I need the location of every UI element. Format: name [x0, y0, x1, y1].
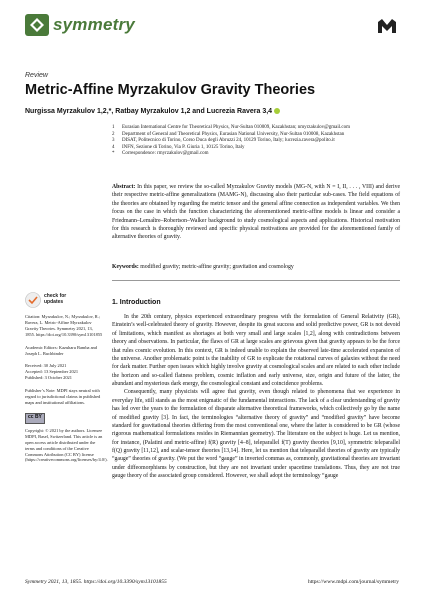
cc-license-badge[interactable] — [25, 413, 103, 424]
footer-citation[interactable]: Symmetry 2021, 13, 1855. https://doi.org/10.3390/sym13101855 — [25, 579, 167, 585]
check-for-updates-badge[interactable] — [25, 292, 103, 308]
academic-editors: Academic Editors: Kazuharu Bamba and Joseph L. Buchbinder — [25, 344, 97, 356]
keywords-label: Keywords: — [112, 264, 139, 270]
affiliation-item: * Correspondence: rmyrzakulov@gmail.com — [112, 151, 209, 157]
sidebar — [25, 292, 108, 463]
page-footer — [25, 579, 399, 585]
authors-text: Nurgissa Myrzakulov 1,2,*, Ratbay Myrzakulov 1,2 and Lucrezia Ravera 3,4 — [25, 108, 273, 115]
check-line1: check for — [44, 293, 67, 300]
accepted-date: Accepted: 13 September 2021 — [25, 369, 79, 375]
author-list — [25, 108, 280, 115]
affiliation-item: 3 DISAT, Politecnico di Torino, Corso Duca degli Abruzzi 24, 10129 Torino, Italy; lucrezia.ravera@polito.it — [112, 138, 335, 144]
affiliations — [112, 125, 402, 158]
article-type: Review — [25, 72, 48, 79]
citation: Citation: Myrzakulov, N.; Myrzakulov, R.; Ravera, L. Metric-Affine Myrzakulov Gravity Theories. Symmetry 2021, 13, 1855. https://doi.org/10.3390/sym13101855 — [25, 314, 103, 337]
journal-header — [25, 14, 399, 38]
abstract-text: In this paper, we review the so-called Myrzakulov Gravity models (MG-N, with N = I, II, . . . , VIII) and derive their respective metric-affine generalizations (MAMG-N), discussing also their particular sub-cases. The field equations of the theories are obtained by regarding the metric tensor and the general affine connection as independent variables. We then focus on the case in which the function characterizing the aforementioned metric-affine models is linear and consider a Friedmann–Lemaître–Robertson–Walker background to study cosmological aspects and applications. Historical motivation for this research is thoroughly reviewed and specific physical motivations are provided for the aforementioned family of alternative theories of gravity. — [112, 184, 401, 241]
cc-icon: cc BY — [25, 413, 45, 424]
copyright-notice: Copyright: © 2021 by the authors. Licensee MDPI, Basel, Switzerland. This article is an open access article distributed under the terms and conditions of the Creative Commons Attribution (CC BY) license (https://creativecommons.org/licenses/by/4.0/). — [25, 427, 108, 463]
mdpi-logo-icon — [375, 17, 399, 35]
affiliation-item: 2 Department of General and Theoretical Physics, Eurasian National University, Nur-Sultan 010008, Kazakhstan — [112, 131, 345, 137]
body-text — [112, 313, 400, 481]
paper-title: Metric-Affine Myrzakulov Gravity Theories — [25, 82, 316, 98]
received-date: Received: 30 July 2021 — [25, 363, 67, 369]
paragraph: Consequently, many physicists will agree that gravity, even though related to phenomena that we experience in everyday life, still stands as the most enigmatic of the fundamental interactions. The lack of a clear understanding of gravity has led over the years to the formulation of disparate alternative theoretical frameworks, which collectively go by the name of modified gravity [3]. In fact, the terminologies “alternative theory of gravity” and “modified gravity” have become standard for gravitational theories differing from the most conventional one, where the latter is considered to be GR (whose rigorous mathematical formulations resides in Riemannian geometry). The literature on the subject is huge. Let us mention, for instance, (Palatini and metric-affine) f(R) gravity [4–8], teleparallel f(T) gravity theories [9,10], symmetric teleparallel f(Q) gravity [11,12], and scalar-tensor theories [13,14]. Here, let us mention that teleparallel theories of gravity are typically “gauge” theories of gravity. (We put the word “gauge” in inverted commas as, commonly, gravitational theories are invariant under diffeomorphisms by construction, but they are not invariant under spacetime translations. Thus, they are not true gauge theory of the associated group considered. However, we shall adopt the terminology “gauge — [112, 389, 400, 480]
keywords-text: modified gravity; metric-affine gravity; gravitation and cosmology — [140, 264, 294, 270]
check-updates-icon — [25, 292, 41, 308]
published-date: Published: 3 October 2021 — [25, 375, 72, 381]
abstract — [112, 183, 400, 242]
journal-logo-icon — [25, 14, 49, 36]
keywords — [112, 264, 400, 270]
abstract-label: Abstract: — [112, 184, 136, 190]
affiliation-item: 1 Eurasian International Centre for Theoretical Physics, Nur-Sultan 010009, Kazakhstan; nmyrzakulov@gmail.com — [112, 125, 350, 130]
orcid-icon[interactable] — [274, 108, 280, 114]
paragraph: In the 20th century, physics experienced extraordinary progress with the formulation of General Relativity (GR), Einstein’s well-celebrated theory of gravity. However, despite its great success and solid predictive power, GR is not devoid of limitations, which manifest as shortages at both very small and large scales [1,2], along with contradictions between theory and observations. In particular, the flaws of GR at large scales are grievous given that gravity appears to be the force that rules cosmic evolution. In this context, GR is indeed unable to explain the observed late-time accelerated expansion of the universe. Another problematic point is the inability of GR to explicate the rotational curves of galaxies without the need for dark matter. Further open issues which highly involve gravity at cosmological scales and are related to each other include the horizon and so-called flatness problem, cosmic inflation and early universe, size, origin and future of the latter, the abundant and mysterious dark energy, the cosmological constant and coincidence problems. — [112, 314, 400, 387]
dates — [25, 363, 103, 381]
journal-name: symmetry — [53, 15, 135, 34]
divider — [112, 280, 400, 281]
affiliation-item: 4 INFN, Sezione di Torino, Via P. Giuria 1, 10125 Torino, Italy — [112, 144, 245, 150]
footer-url[interactable]: https://www.mdpi.com/journal/symmetry — [308, 579, 399, 585]
check-line2: updates — [44, 299, 64, 305]
section-heading: 1. Introduction — [112, 299, 161, 306]
publisher-note: Publisher’s Note: MDPI stays neutral with regard to jurisdictional claims in published maps and institutional affiliations. — [25, 388, 101, 405]
